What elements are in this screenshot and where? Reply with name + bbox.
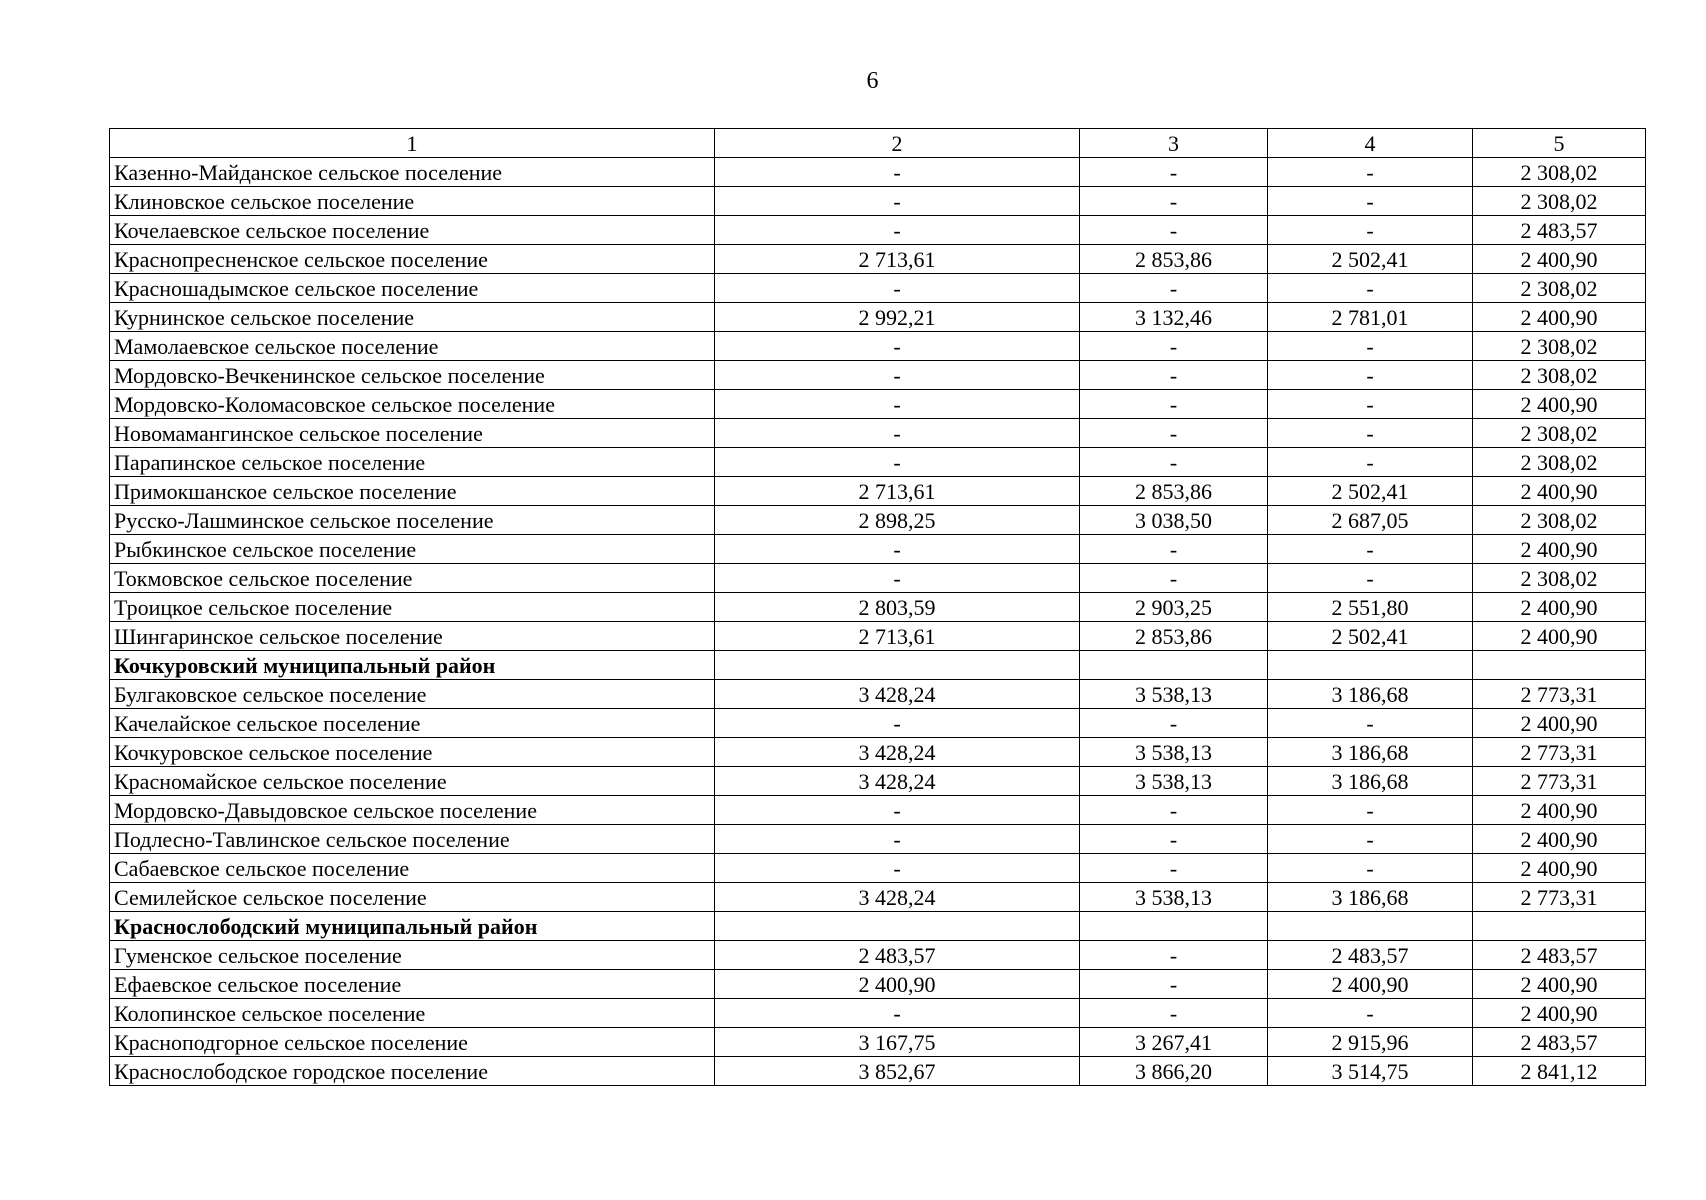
table-row — [110, 738, 1646, 767]
value-cell-col4: 3 186,68 — [1268, 738, 1473, 767]
value-cell-col2: 3 428,24 — [715, 680, 1080, 709]
table-row — [110, 883, 1646, 912]
value-cell-col4: - — [1268, 332, 1473, 361]
table-row — [110, 825, 1646, 854]
table-row — [110, 796, 1646, 825]
value-cell-col5: 2 773,31 — [1473, 738, 1646, 767]
value-cell-col5: 2 400,90 — [1473, 796, 1646, 825]
value-cell-col4 — [1268, 651, 1473, 680]
table-row — [110, 1028, 1646, 1057]
settlement-name-cell: Красношадымское сельское поселение — [110, 274, 715, 303]
value-cell-col2: - — [715, 796, 1080, 825]
value-cell-col2: 2 898,25 — [715, 506, 1080, 535]
settlement-name-cell: Булгаковское сельское поселение — [110, 680, 715, 709]
settlement-name-cell: Токмовское сельское поселение — [110, 564, 715, 593]
settlement-name-cell: Гуменское сельское поселение — [110, 941, 715, 970]
value-cell-col2: 3 852,67 — [715, 1057, 1080, 1086]
table-row — [110, 332, 1646, 361]
settlement-name-cell: Качелайское сельское поселение — [110, 709, 715, 738]
table-row — [110, 245, 1646, 274]
settlement-name-cell: Мордовско-Давыдовское сельское поселение — [110, 796, 715, 825]
value-cell-col2: - — [715, 187, 1080, 216]
settlement-name-cell: Новомамангинское сельское поселение — [110, 419, 715, 448]
value-cell-col2: 3 428,24 — [715, 738, 1080, 767]
value-cell-col4: - — [1268, 709, 1473, 738]
value-cell-col5: 2 400,90 — [1473, 390, 1646, 419]
column-header-5: 5 — [1473, 129, 1646, 158]
value-cell-col3: 2 903,25 — [1080, 593, 1268, 622]
value-cell-col3: - — [1080, 854, 1268, 883]
value-cell-col3 — [1080, 651, 1268, 680]
value-cell-col5: 2 400,90 — [1473, 535, 1646, 564]
value-cell-col2: - — [715, 216, 1080, 245]
value-cell-col3: 3 538,13 — [1080, 680, 1268, 709]
value-cell-col3: - — [1080, 361, 1268, 390]
value-cell-col2: - — [715, 999, 1080, 1028]
value-cell-col5: 2 308,02 — [1473, 448, 1646, 477]
value-cell-col3: - — [1080, 332, 1268, 361]
value-cell-col4: - — [1268, 419, 1473, 448]
value-cell-col3: - — [1080, 158, 1268, 187]
settlement-name-cell: Примокшанское сельское поселение — [110, 477, 715, 506]
value-cell-col5: 2 773,31 — [1473, 680, 1646, 709]
table-row — [110, 419, 1646, 448]
value-cell-col5: 2 308,02 — [1473, 158, 1646, 187]
table-row — [110, 303, 1646, 332]
value-cell-col2 — [715, 651, 1080, 680]
value-cell-col4: 3 186,68 — [1268, 767, 1473, 796]
value-cell-col2: 3 428,24 — [715, 767, 1080, 796]
value-cell-col3: 3 538,13 — [1080, 738, 1268, 767]
value-cell-col5: 2 308,02 — [1473, 419, 1646, 448]
value-cell-col2: - — [715, 390, 1080, 419]
value-cell-col2: - — [715, 854, 1080, 883]
value-cell-col4: 2 781,01 — [1268, 303, 1473, 332]
value-cell-col4: 2 502,41 — [1268, 477, 1473, 506]
value-cell-col3: 3 267,41 — [1080, 1028, 1268, 1057]
value-cell-col2: - — [715, 361, 1080, 390]
value-cell-col5 — [1473, 651, 1646, 680]
value-cell-col3 — [1080, 912, 1268, 941]
value-cell-col5: 2 400,90 — [1473, 709, 1646, 738]
value-cell-col3: - — [1080, 274, 1268, 303]
value-cell-col5: 2 400,90 — [1473, 854, 1646, 883]
table-row — [110, 1057, 1646, 1086]
settlement-name-cell: Подлесно-Тавлинское сельское поселение — [110, 825, 715, 854]
page-number: 6 — [866, 68, 879, 94]
value-cell-col5: 2 400,90 — [1473, 825, 1646, 854]
value-cell-col4: - — [1268, 448, 1473, 477]
value-cell-col2: 3 428,24 — [715, 883, 1080, 912]
table-row — [110, 535, 1646, 564]
settlement-name-cell: Кочкуровский муниципальный район — [110, 651, 715, 680]
value-cell-col2: 2 803,59 — [715, 593, 1080, 622]
value-cell-col2: - — [715, 274, 1080, 303]
table-row — [110, 390, 1646, 419]
value-cell-col4: 2 551,80 — [1268, 593, 1473, 622]
table-row — [110, 506, 1646, 535]
value-cell-col3: - — [1080, 216, 1268, 245]
value-cell-col3: - — [1080, 709, 1268, 738]
column-header-3: 3 — [1080, 129, 1268, 158]
value-cell-col5: 2 308,02 — [1473, 332, 1646, 361]
value-cell-col4: 2 502,41 — [1268, 245, 1473, 274]
settlement-name-cell: Краснослободский муниципальный район — [110, 912, 715, 941]
value-cell-col4: - — [1268, 361, 1473, 390]
value-cell-col4: - — [1268, 999, 1473, 1028]
value-cell-col2: 2 713,61 — [715, 245, 1080, 274]
column-header-1: 1 — [110, 129, 715, 158]
value-cell-col3: - — [1080, 419, 1268, 448]
table-row — [110, 361, 1646, 390]
value-cell-col3: - — [1080, 941, 1268, 970]
value-cell-col4: 2 687,05 — [1268, 506, 1473, 535]
value-cell-col3: 2 853,86 — [1080, 622, 1268, 651]
value-cell-col3: - — [1080, 970, 1268, 999]
value-cell-col4: 2 400,90 — [1268, 970, 1473, 999]
table-row — [110, 854, 1646, 883]
value-cell-col2: 2 713,61 — [715, 477, 1080, 506]
value-cell-col2 — [715, 912, 1080, 941]
value-cell-col4: 3 186,68 — [1268, 883, 1473, 912]
value-cell-col3: 3 038,50 — [1080, 506, 1268, 535]
value-cell-col4: - — [1268, 854, 1473, 883]
value-cell-col4: - — [1268, 216, 1473, 245]
value-cell-col5: 2 400,90 — [1473, 245, 1646, 274]
value-cell-col4: - — [1268, 390, 1473, 419]
value-cell-col4: 3 514,75 — [1268, 1057, 1473, 1086]
district-header-row — [110, 912, 1646, 941]
value-cell-col4: 2 483,57 — [1268, 941, 1473, 970]
value-cell-col5: 2 400,90 — [1473, 477, 1646, 506]
value-cell-col2: 3 167,75 — [715, 1028, 1080, 1057]
value-cell-col4 — [1268, 912, 1473, 941]
value-cell-col5: 2 308,02 — [1473, 361, 1646, 390]
settlement-name-cell: Семилейское сельское поселение — [110, 883, 715, 912]
column-header-4: 4 — [1268, 129, 1473, 158]
value-cell-col3: - — [1080, 187, 1268, 216]
tariff-table — [109, 128, 1646, 1086]
value-cell-col2: 2 713,61 — [715, 622, 1080, 651]
table-row — [110, 216, 1646, 245]
value-cell-col4: - — [1268, 274, 1473, 303]
value-cell-col2: 2 400,90 — [715, 970, 1080, 999]
value-cell-col5: 2 400,90 — [1473, 970, 1646, 999]
value-cell-col5 — [1473, 912, 1646, 941]
settlement-name-cell: Сабаевское сельское поселение — [110, 854, 715, 883]
value-cell-col4: 2 502,41 — [1268, 622, 1473, 651]
value-cell-col3: - — [1080, 796, 1268, 825]
settlement-name-cell: Мордовско-Коломасовское сельское поселение — [110, 390, 715, 419]
table-row — [110, 709, 1646, 738]
table-row — [110, 680, 1646, 709]
settlement-name-cell: Русско-Лашминское сельское поселение — [110, 506, 715, 535]
value-cell-col3: 3 132,46 — [1080, 303, 1268, 332]
district-header-row — [110, 651, 1646, 680]
value-cell-col3: - — [1080, 825, 1268, 854]
value-cell-col5: 2 400,90 — [1473, 593, 1646, 622]
value-cell-col3: - — [1080, 999, 1268, 1028]
value-cell-col5: 2 773,31 — [1473, 883, 1646, 912]
value-cell-col4: - — [1268, 187, 1473, 216]
value-cell-col5: 2 483,57 — [1473, 1028, 1646, 1057]
settlement-name-cell: Красноподгорное сельское поселение — [110, 1028, 715, 1057]
value-cell-col3: - — [1080, 564, 1268, 593]
value-cell-col5: 2 483,57 — [1473, 216, 1646, 245]
table-row — [110, 593, 1646, 622]
settlement-name-cell: Краснослободское городское поселение — [110, 1057, 715, 1086]
value-cell-col3: 2 853,86 — [1080, 245, 1268, 274]
table-row — [110, 274, 1646, 303]
value-cell-col2: - — [715, 332, 1080, 361]
value-cell-col5: 2 308,02 — [1473, 564, 1646, 593]
value-cell-col5: 2 308,02 — [1473, 506, 1646, 535]
value-cell-col3: - — [1080, 390, 1268, 419]
settlement-name-cell: Колопинское сельское поселение — [110, 999, 715, 1028]
value-cell-col3: 3 538,13 — [1080, 883, 1268, 912]
value-cell-col4: - — [1268, 796, 1473, 825]
value-cell-col2: 2 992,21 — [715, 303, 1080, 332]
table-row — [110, 158, 1646, 187]
value-cell-col5: 2 400,90 — [1473, 622, 1646, 651]
value-cell-col3: - — [1080, 535, 1268, 564]
table-row — [110, 187, 1646, 216]
value-cell-col4: - — [1268, 564, 1473, 593]
value-cell-col2: - — [715, 158, 1080, 187]
value-cell-col2: - — [715, 535, 1080, 564]
settlement-name-cell: Курнинское сельское поселение — [110, 303, 715, 332]
column-header-2: 2 — [715, 129, 1080, 158]
value-cell-col4: - — [1268, 825, 1473, 854]
value-cell-col5: 2 773,31 — [1473, 767, 1646, 796]
table-row — [110, 941, 1646, 970]
value-cell-col5: 2 400,90 — [1473, 999, 1646, 1028]
settlement-name-cell: Клиновское сельское поселение — [110, 187, 715, 216]
table-row — [110, 477, 1646, 506]
settlement-name-cell: Кочкуровское сельское поселение — [110, 738, 715, 767]
value-cell-col2: - — [715, 825, 1080, 854]
value-cell-col2: - — [715, 564, 1080, 593]
value-cell-col3: - — [1080, 448, 1268, 477]
settlement-name-cell: Краснопресненское сельское поселение — [110, 245, 715, 274]
value-cell-col5: 2 400,90 — [1473, 303, 1646, 332]
value-cell-col5: 2 483,57 — [1473, 941, 1646, 970]
value-cell-col2: - — [715, 709, 1080, 738]
value-cell-col5: 2 308,02 — [1473, 187, 1646, 216]
table-row — [110, 767, 1646, 796]
settlement-name-cell: Казенно-Майданское сельское поселение — [110, 158, 715, 187]
value-cell-col4: 2 915,96 — [1268, 1028, 1473, 1057]
value-cell-col4: - — [1268, 535, 1473, 564]
value-cell-col3: 3 538,13 — [1080, 767, 1268, 796]
value-cell-col2: - — [715, 419, 1080, 448]
value-cell-col5: 2 308,02 — [1473, 274, 1646, 303]
table-row — [110, 999, 1646, 1028]
value-cell-col3: 3 866,20 — [1080, 1057, 1268, 1086]
value-cell-col5: 2 841,12 — [1473, 1057, 1646, 1086]
settlement-name-cell: Рыбкинское сельское поселение — [110, 535, 715, 564]
table-body — [110, 129, 1646, 1086]
settlement-name-cell: Мордовско-Вечкенинское сельское поселение — [110, 361, 715, 390]
settlement-name-cell: Ефаевское сельское поселение — [110, 970, 715, 999]
settlement-name-cell: Кочелаевское сельское поселение — [110, 216, 715, 245]
table-row — [110, 448, 1646, 477]
value-cell-col2: 2 483,57 — [715, 941, 1080, 970]
table-row — [110, 564, 1646, 593]
settlement-name-cell: Парапинское сельское поселение — [110, 448, 715, 477]
settlement-name-cell: Мамолаевское сельское поселение — [110, 332, 715, 361]
settlement-name-cell: Троицкое сельское поселение — [110, 593, 715, 622]
value-cell-col3: 2 853,86 — [1080, 477, 1268, 506]
table-row — [110, 622, 1646, 651]
value-cell-col4: 3 186,68 — [1268, 680, 1473, 709]
column-number-row — [110, 129, 1646, 158]
table-row — [110, 970, 1646, 999]
value-cell-col2: - — [715, 448, 1080, 477]
settlement-name-cell: Красномайское сельское поселение — [110, 767, 715, 796]
value-cell-col4: - — [1268, 158, 1473, 187]
settlement-name-cell: Шингаринское сельское поселение — [110, 622, 715, 651]
